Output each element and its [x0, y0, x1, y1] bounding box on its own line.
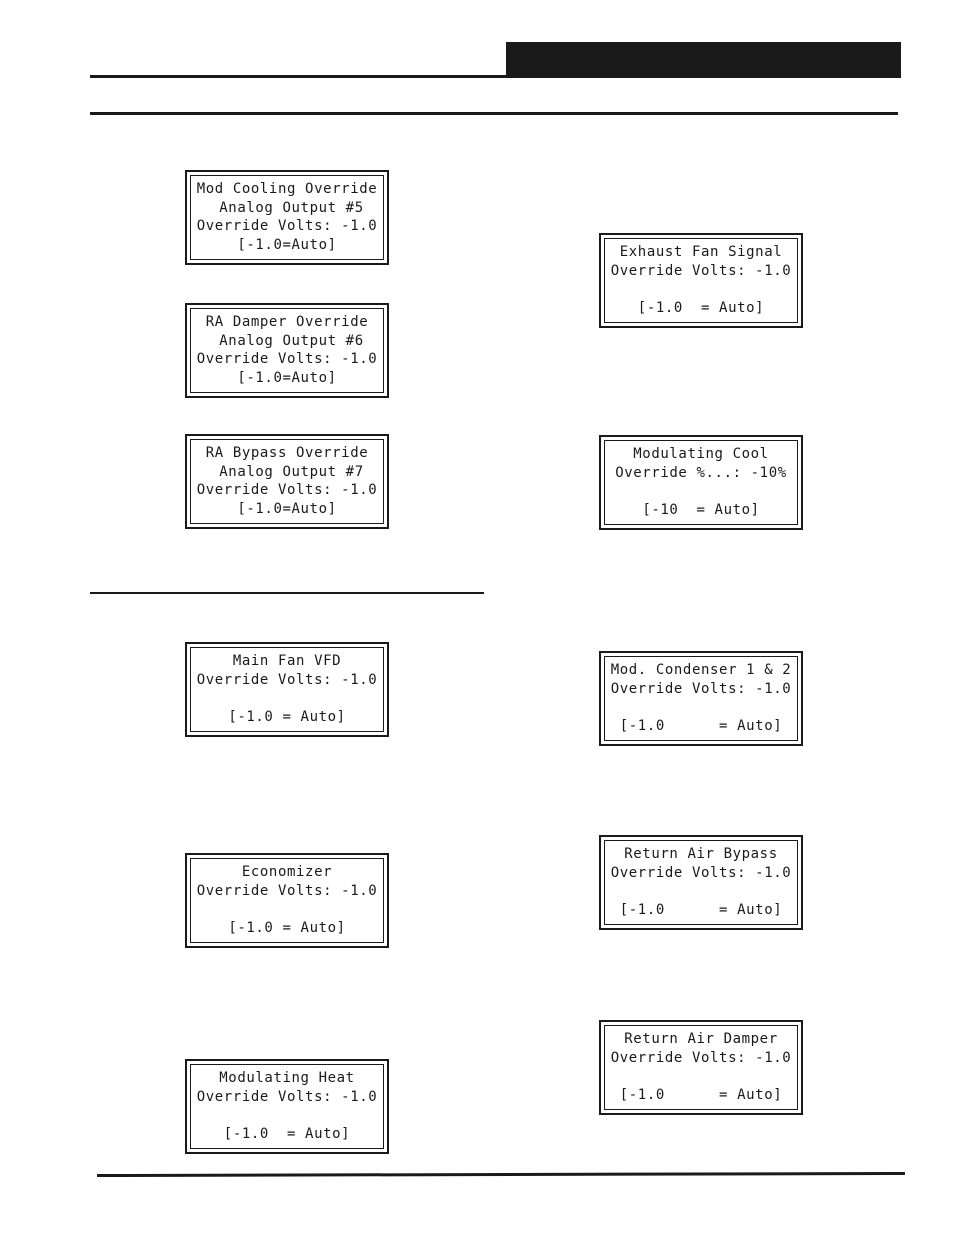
lcd-screen-modulating-cool	[599, 435, 803, 530]
lcd-line: Override Volts: -1.0	[196, 1088, 378, 1105]
lcd-screen-ra-damper-override	[185, 303, 389, 398]
lcd-screen-exhaust-fan-signal	[599, 233, 803, 328]
lcd-screen-ra-bypass-override	[185, 434, 389, 529]
lcd-line: Mod. Condenser 1 & 2	[610, 662, 792, 678]
lcd-line: Return Air Damper	[624, 1031, 778, 1047]
lcd-line: Return Air Bypass	[624, 846, 778, 862]
lcd-line: [-1.0 = Auto]	[223, 1125, 351, 1142]
lcd-line: Main Fan VFD	[232, 653, 342, 669]
lcd-line: [-1.0 = Auto]	[619, 901, 783, 918]
lcd-line: [-1.0 = Auto]	[637, 299, 765, 316]
footer-rule	[97, 1172, 905, 1177]
lcd-line: [-1.0=Auto]	[237, 236, 337, 253]
lcd-line: Override Volts: -1.0	[610, 680, 792, 697]
lcd-line: Analog Output #6	[210, 332, 364, 349]
lcd-screen-mod-condenser	[599, 651, 803, 746]
lcd-screen-return-air-damper	[599, 1020, 803, 1115]
lcd-line: [-1.0 = Auto]	[619, 1086, 783, 1103]
lcd-line	[191, 900, 383, 919]
lcd-line: Modulating Cool	[633, 446, 769, 462]
lcd-line: Override Volts: -1.0	[196, 482, 378, 499]
lcd-line: [-1.0 = Auto]	[619, 717, 783, 734]
lcd-line: Override Volts: -1.0	[196, 671, 378, 688]
lcd-screen-main-fan-vfd	[185, 642, 389, 737]
lcd-line	[605, 698, 797, 717]
lcd-screen-mod-cooling-override	[185, 170, 389, 265]
lcd-line: [-1.0 = Auto]	[228, 919, 346, 936]
lcd-line: RA Damper Override	[205, 314, 369, 330]
header-rule-bottom	[90, 112, 898, 115]
lcd-line: Override Volts: -1.0	[610, 262, 792, 279]
lcd-line: Analog Output #7	[210, 463, 364, 480]
lcd-line: Mod Cooling Override	[196, 181, 378, 197]
lcd-line	[605, 482, 797, 501]
lcd-line: [-10 = Auto]	[642, 501, 760, 518]
lcd-line: Override %...: -10%	[615, 464, 787, 481]
lcd-line	[191, 1106, 383, 1125]
lcd-line: [-1.0 = Auto]	[228, 708, 346, 725]
lcd-line: [-1.0=Auto]	[237, 369, 337, 386]
section-divider	[90, 592, 484, 594]
lcd-line	[605, 1067, 797, 1086]
lcd-line: Override Volts: -1.0	[196, 351, 378, 368]
header-rule-top	[90, 75, 506, 78]
lcd-line: Economizer	[241, 864, 333, 880]
lcd-screen-economizer	[185, 853, 389, 948]
lcd-line	[191, 689, 383, 708]
lcd-line	[605, 882, 797, 901]
lcd-line: Override Volts: -1.0	[196, 882, 378, 899]
lcd-line: Modulating Heat	[219, 1070, 355, 1086]
lcd-line: [-1.0=Auto]	[237, 500, 337, 517]
header-black-bar	[506, 42, 901, 78]
lcd-line: Override Volts: -1.0	[610, 1049, 792, 1066]
lcd-line: Analog Output #5	[210, 199, 364, 216]
lcd-line: Override Volts: -1.0	[196, 218, 378, 235]
lcd-screen-modulating-heat	[185, 1059, 389, 1154]
lcd-line: RA Bypass Override	[205, 445, 369, 461]
lcd-line	[605, 280, 797, 299]
lcd-screen-return-air-bypass	[599, 835, 803, 930]
lcd-line: Exhaust Fan Signal	[619, 244, 783, 260]
lcd-line: Override Volts: -1.0	[610, 864, 792, 881]
